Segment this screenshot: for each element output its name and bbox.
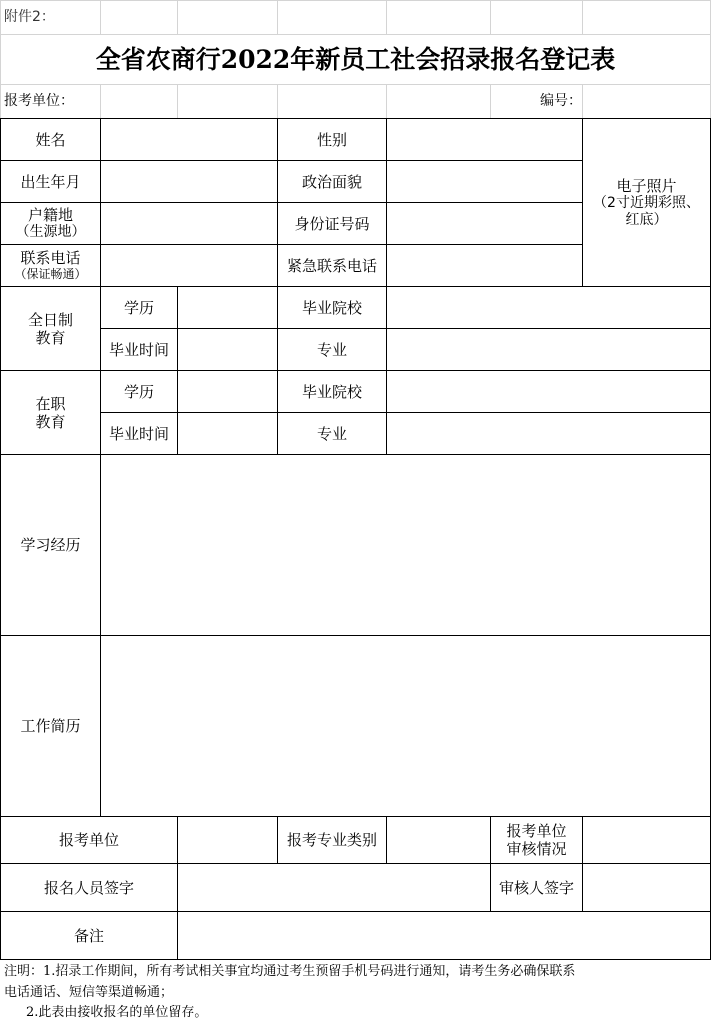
study-history-field[interactable] xyxy=(100,454,711,636)
birth-label: 出生年月 xyxy=(0,160,101,203)
major-category-field[interactable] xyxy=(386,816,491,864)
inservice-degree-field[interactable] xyxy=(177,370,278,413)
domicile-label-line2: （生源地） xyxy=(15,224,86,241)
inservice-label-line1: 在职 xyxy=(35,394,66,413)
phone-field[interactable] xyxy=(100,244,278,287)
grid-line xyxy=(490,0,491,34)
grid-line xyxy=(0,0,711,1)
apply-unit-field[interactable] xyxy=(177,816,278,864)
major-category-label: 报考专业类别 xyxy=(277,816,387,864)
inservice-label-line2: 教育 xyxy=(35,412,66,431)
emergency-phone-field[interactable] xyxy=(386,244,583,287)
fulltime-degree-field[interactable] xyxy=(177,286,278,329)
name-field[interactable] xyxy=(100,118,278,161)
photo-label-line2: （2寸近期彩照、 xyxy=(593,194,700,211)
phone-label xyxy=(0,244,101,287)
reviewer-sign-label: 审核人签字 xyxy=(490,863,583,912)
name-label: 姓名 xyxy=(0,118,101,161)
id-number-label: 身份证号码 xyxy=(277,202,387,245)
gender-label: 性别 xyxy=(277,118,387,161)
fulltime-label-line1: 全日制 xyxy=(27,310,73,329)
inservice-degree-label: 学历 xyxy=(100,370,178,413)
inservice-major-label: 专业 xyxy=(277,412,387,455)
study-history-label: 学习经历 xyxy=(0,454,101,636)
remarks-label: 备注 xyxy=(0,911,178,960)
form-title: 全省农商行2022年新员工社会招录报名登记表 xyxy=(95,45,616,74)
grid-line xyxy=(277,0,278,34)
unit-review-line1: 报考单位 xyxy=(506,822,567,840)
unit-review-field[interactable] xyxy=(582,816,711,864)
fulltime-education-label xyxy=(0,286,101,371)
fulltime-major-field[interactable] xyxy=(386,328,711,371)
inservice-education-label xyxy=(0,370,101,455)
inservice-school-field[interactable] xyxy=(386,370,711,413)
id-number-field[interactable] xyxy=(386,202,583,245)
fulltime-major-label: 专业 xyxy=(277,328,387,371)
grid-line xyxy=(277,84,278,118)
fulltime-label-line2: 教育 xyxy=(35,328,66,347)
applicant-sign-label: 报名人员签字 xyxy=(0,863,178,912)
fulltime-degree-label: 学历 xyxy=(100,286,178,329)
domicile-label xyxy=(0,202,101,245)
photo-label-line1: 电子照片 xyxy=(616,176,677,195)
political-label: 政治面貌 xyxy=(277,160,387,203)
gender-field[interactable] xyxy=(386,118,583,161)
grid-line xyxy=(100,0,101,34)
photo-box[interactable] xyxy=(582,118,711,287)
unit-review-label xyxy=(490,816,583,864)
work-history-label: 工作简历 xyxy=(0,635,101,817)
notes-line2: 电话通话、短信等渠道畅通； xyxy=(4,985,174,1000)
phone-label-line2: （保证畅通） xyxy=(14,267,87,282)
grid-line xyxy=(0,34,711,35)
reviewer-sign-field[interactable] xyxy=(582,863,711,912)
grid-line xyxy=(582,0,583,34)
apply-unit-label: 报考单位 xyxy=(0,816,178,864)
fulltime-gradtime-label: 毕业时间 xyxy=(100,328,178,371)
inservice-major-field[interactable] xyxy=(386,412,711,455)
unit-review-line2: 审核情况 xyxy=(506,840,567,858)
grid-line xyxy=(177,84,178,118)
number-field[interactable] xyxy=(583,86,709,116)
number-label: 编号： xyxy=(540,92,582,109)
emergency-phone-label: 紧急联系电话 xyxy=(277,244,387,287)
grid-line xyxy=(0,84,711,85)
grid-line xyxy=(490,84,491,118)
inservice-school-label: 毕业院校 xyxy=(277,370,387,413)
photo-label-line3: 红底） xyxy=(625,211,668,228)
fulltime-school-label: 毕业院校 xyxy=(277,286,387,329)
grid-line xyxy=(100,84,101,118)
work-history-field[interactable] xyxy=(100,635,711,817)
inservice-gradtime-field[interactable] xyxy=(177,412,278,455)
phone-label-line1: 联系电话 xyxy=(20,249,81,268)
inservice-gradtime-label: 毕业时间 xyxy=(100,412,178,455)
remarks-field[interactable] xyxy=(177,911,711,960)
unit-header-label: 报考单位： xyxy=(4,92,74,109)
political-field[interactable] xyxy=(386,160,583,203)
notes-line3: 2.此表由接收报名的单位留存。 xyxy=(26,1005,208,1020)
attachment-label: 附件2： xyxy=(4,8,55,25)
applicant-sign-field[interactable] xyxy=(177,863,491,912)
domicile-label-line1: 户籍地 xyxy=(27,206,73,225)
notes-line1: 注明：1.招录工作期间，所有考试相关事宜均通过考生预留手机号码进行通知，请考生务必确保联系 xyxy=(4,964,576,979)
grid-line xyxy=(386,84,387,118)
domicile-field[interactable] xyxy=(100,202,278,245)
fulltime-gradtime-field[interactable] xyxy=(177,328,278,371)
birth-field[interactable] xyxy=(100,160,278,203)
grid-line xyxy=(177,0,178,34)
fulltime-school-field[interactable] xyxy=(386,286,711,329)
grid-line xyxy=(386,0,387,34)
